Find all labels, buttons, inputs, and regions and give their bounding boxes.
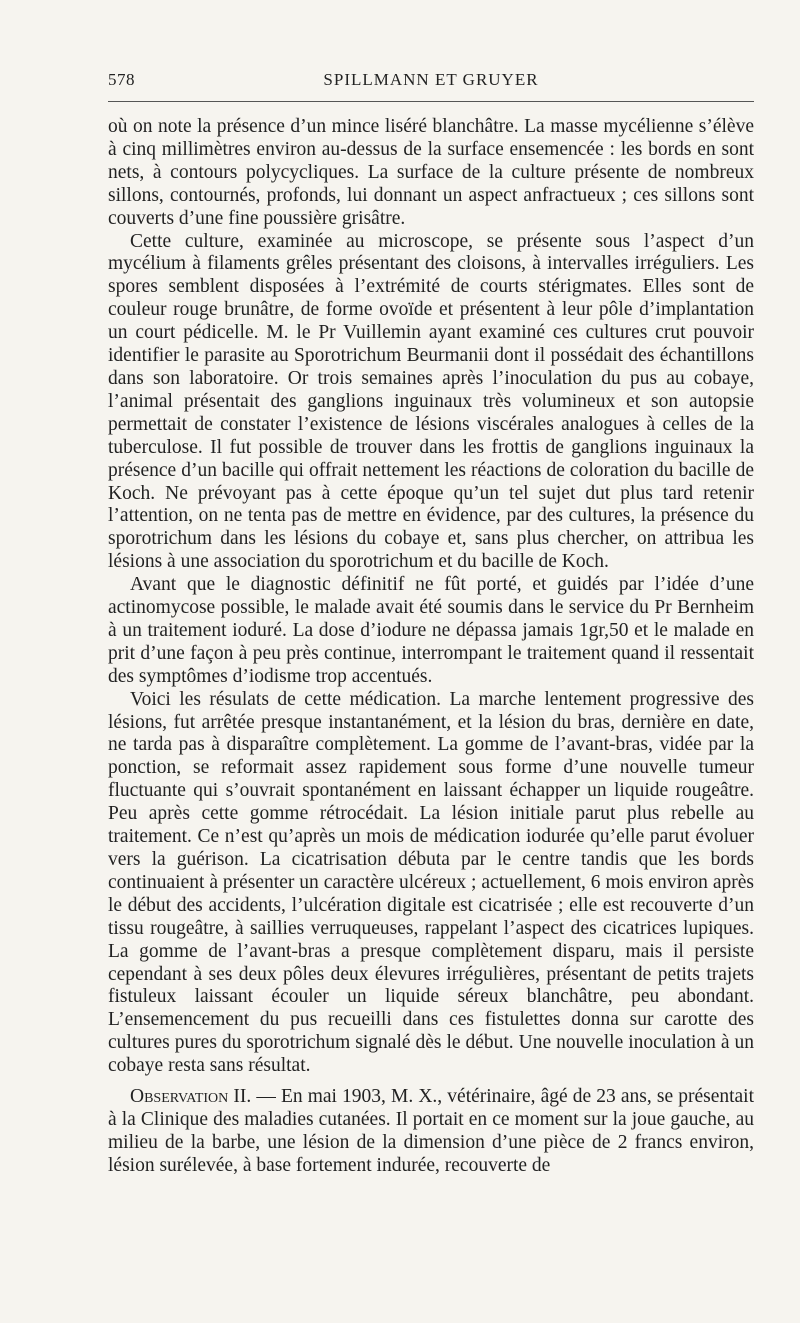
observation-text: — En mai 1903, M. X., vétérinaire, âgé de 23 ans, se présentait à la Clinique des maladies cutanées. Il portait en ce moment sur la joue gauche, au milieu de la barbe, une lésion de la dimension d’une pièce de 2 francs environ, lésion surélevée, à base fortement indurée, recouverte de [108,1086,755,1176]
running-head: SPILLMANN ET GRUYER [323,70,539,89]
paragraph: Voici les résulats de cette médication. La marche lentement progressive des lésions, fut arrêtée presque instantanément, et la lésion du bras, dernière en date, ne tarda pas à disparaître complètement. La gomme de l’avant-bras, vidée par la ponction, se reformait assez rapidement sous forme d’une nouvelle tumeur fluctuante qui s’ouvrait spontanément en laissant échapper un liquide rougeâtre. Peu après cette gomme rétrocédait. La lésion initiale parut plus rebelle au traitement. Ce n’est qu’après un mois de médication iodurée qu’elle parut évoluer vers la guérison. La cicatrisation débuta par le centre tandis que les bords continuaient à présenter un caractère ulcéreux ; actuellement, 6 mois environ après le début des accidents, l’ulcération digitale est cicatrisée ; elle est recouverte d’un tissu rougeâtre, à saillies verruqueuses, rappelant l’aspect des cicatrices lupiques. La gomme de l’avant-bras a presque complètement disparu, mais il persiste cependant à ses deux pôles deux élevures irrégulières, présentant de petits trajets fistuleux laissant écouler un liquide séreux blanchâtre, peu abondant. L’ensemencement du pus recueilli dans ces fistulettes donna sur carotte des cultures pures du sporotrichum signalé dès le début. Une nouvelle inoculation à un cobaye resta sans résultat. [108,688,754,1077]
observation-heading: Observation II. [130,1086,252,1108]
body-text [108,116,754,1178]
page-header [108,64,754,94]
observation-paragraph [108,1086,754,1178]
paragraph: Cette culture, examinée au microscope, se présente sous l’aspect d’un mycélium à filaments grêles présentant des cloisons, à intervalles irréguliers. Les spores semblent disposées à l’extrémité de courts stérigmates. Elles sont de couleur rouge brunâtre, de forme ovoïde et présentent à leur pôle d’implantation un court pédicelle. M. le Pr Vuillemin ayant examiné ces cultures crut pouvoir identifier le parasite au Sporotrichum Beurmanii dont il possédait des échantillons dans son laboratoire. Or trois semaines après l’inoculation du pus au cobaye, l’animal présentait des ganglions inguinaux très volumineux et son autopsie permettait de constater l’existence de lésions viscérales analogues à celles de la tuberculose. Il fut possible de trouver dans les frottis de ganglions inguinaux la présence d’un bacille qui offrait nettement les réactions de coloration du bacille de Koch. Ne prévoyant pas à cette époque qu’un tel sujet dut plus tard retenir l’attention, on ne tenta pas de mettre en évidence, par des cultures, la présence du sporotrichum dans les lésions du cobaye et, sans plus chercher, on attribua les lésions à une association du sporotrichum et du bacille de Koch. [108,230,754,573]
page-number: 578 [108,70,135,89]
header-rule [108,101,754,102]
paragraph: où on note la présence d’un mince liséré blanchâtre. La masse mycélienne s’élève à cinq millimètres environ au-dessus de la surface ensemencée : les bords en sont nets, à contours polycycliques. La surface de la culture présente de nombreux sillons, contournés, profonds, lui donnant un aspect anfractueux ; ces sillons sont couverts d’une fine poussière grisâtre. [108,116,754,229]
paragraph: Avant que le diagnostic définitif ne fût porté, et guidés par l’idée d’une actinomycose possible, le malade avait été soumis dans le service du Pr Bernheim à un traitement ioduré. La dose d’iodure ne dépassa jamais 1gr,50 et le malade en prit d’une façon à peu près continue, interrompant le traitement quand il ressentait des symptômes d’iodisme trop accentués. [108,574,754,687]
